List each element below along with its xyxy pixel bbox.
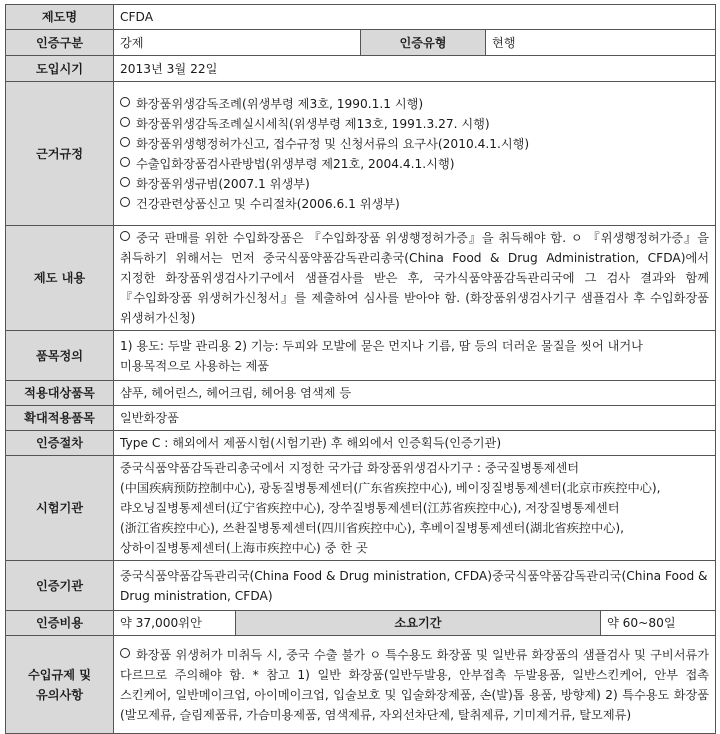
value-basis — [114, 82, 716, 226]
circle-bullet-icon — [120, 177, 130, 187]
circle-bullet-icon — [120, 137, 130, 147]
value-intro: 2013년 3월 22일 — [114, 56, 716, 82]
value-expanded: 일반화장품 — [114, 406, 716, 431]
label-cost: 인증비용 — [6, 611, 114, 636]
value-content — [114, 226, 716, 331]
value-name: CFDA — [114, 5, 716, 30]
row-basis — [6, 82, 716, 226]
basis-item: 화장품위생감독조례(위생부령 제3호, 1990.1.1 시행) — [120, 94, 709, 114]
label-import-reg: 수입규제 및 유의사항 — [6, 636, 114, 734]
circle-bullet-icon — [120, 97, 130, 107]
label-cert-body: 인증기관 — [6, 561, 114, 611]
basis-item: 건강관련상품신고 및 수리절차(2006.6.1 위생부) — [120, 194, 709, 214]
value-cost: 약 37,000위안 — [114, 611, 236, 636]
label-testing: 시험기관 — [6, 456, 114, 561]
content-text: 중국 판매를 위한 수입화장품은 『수입화장품 위생행정허가증』을 취득해야 함. ㅇ 『위생행정허가증』을 취득하기 위해서는 먼저 중국식품약품감독관리총국(China Food & Drug Administration, CFDA)에서 지정한 화장품위생검사기구에서 샘플검사를 받은 후, 국가식품약품감독관리국에 그 검사 결과와 함께 『수입화장품 위생허가신청서』를 제출하여 심사를 받아야 함. (화장품위생검사기구 샘플검사 후 수입화장품 위생허가신청) — [120, 231, 710, 325]
circle-bullet-icon — [120, 648, 130, 658]
value-testing: 중국식품약품감독관리총국에서 지정한 국가급 화장품위생검사기구 : 중국질병통제센터(中国疾病预防控制中心), 광동질병통제센터(广东省疾控中心), 베이징질병통제센터(北京市疾控中心), 랴오닝질병통제센터(辽宁省疾控中心), 장쑤질병통제센터(江苏省疾控中心), 저장질병통제센터(浙江省疾控中心), 쓰촨질병통제센터(四川省疾控中心), 후베이질병통제센터(湖北省疾控中心), 상하이질병통제센터(上海市疾控中心) 중 한 곳 — [114, 456, 716, 561]
label-applicable: 적용대상품목 — [6, 381, 114, 406]
value-cert-body: 중국식품약품감독관리국(China Food & Drug ministration, CFDA)중국식품약품감독관리국(China Food & Drug ministration, CFDA) — [114, 561, 716, 611]
row-cert-body — [6, 561, 716, 611]
label-name: 제도명 — [6, 5, 114, 30]
row-expanded — [6, 406, 716, 431]
basis-item: 화장품위생감독조례실시세칙(위생부령 제13호, 1991.3.27. 시행) — [120, 114, 709, 134]
circle-bullet-icon — [120, 157, 130, 167]
row-testing — [6, 456, 716, 561]
value-cert-class: 강제 — [114, 30, 361, 56]
label-procedure: 인증절차 — [6, 431, 114, 456]
cfda-spec-table — [5, 4, 716, 734]
value-cert-type: 현행 — [486, 30, 716, 56]
label-content: 제도 내용 — [6, 226, 114, 331]
row-procedure — [6, 431, 716, 456]
circle-bullet-icon — [120, 231, 130, 241]
basis-item: 수출입화장품검사관방법(위생부령 제21호, 2004.4.1.시행) — [120, 154, 709, 174]
circle-bullet-icon — [120, 117, 130, 127]
value-import-reg — [114, 636, 716, 734]
value-period: 약 60~80일 — [601, 611, 716, 636]
label-period: 소요기간 — [236, 611, 601, 636]
basis-item: 화장품위생규범(2007.1 위생부) — [120, 174, 709, 194]
label-cert-type: 인증유형 — [361, 30, 486, 56]
row-cert-class — [6, 30, 716, 56]
value-applicable: 샴푸, 헤어린스, 헤어크림, 헤어용 염색제 등 — [114, 381, 716, 406]
value-definition: 1) 용도: 두발 관리용 2) 기능: 두피와 모발에 묻은 먼지나 기름, 땀 등의 더러운 물질을 씻어 내거나 미용목적으로 사용하는 제품 — [114, 331, 716, 381]
circle-bullet-icon — [120, 197, 130, 207]
row-definition — [6, 331, 716, 381]
label-intro: 도입시기 — [6, 56, 114, 82]
row-intro — [6, 56, 716, 82]
row-content — [6, 226, 716, 331]
row-cost — [6, 611, 716, 636]
label-expanded: 확대적용품목 — [6, 406, 114, 431]
import-reg-text: 화장품 위생허가 미취득 시, 중국 수출 불가 ㅇ 특수용도 화장품 및 일반류 화장품의 샘플검사 및 구비서류가 다르므로 주의해야 함. * 참고 1) 일반 화장품(일반두발용, 안부접촉 두발용품, 일반스킨케어, 안부 접촉 스킨케어, 일반메이크업, 아이메이크업, 입술보호 및 입술화장제품, 손(발)톱 용품, 방향제) 2) 특수용도 화장품(발모제류, 슬림제품류, 가슴미용제품, 염색제류, 자외선차단제, 탈취제류, 기미제거류, 탈모제류) — [120, 647, 710, 722]
row-applicable — [6, 381, 716, 406]
label-definition: 품목정의 — [6, 331, 114, 381]
basis-item: 화장품위생행정허가신고, 접수규정 및 신청서류의 요구사(2010.4.1.시행) — [120, 134, 709, 154]
label-cert-class: 인증구분 — [6, 30, 114, 56]
row-import-reg — [6, 636, 716, 734]
row-name — [6, 5, 716, 30]
value-procedure: Type C : 해외에서 제품시험(시험기관) 후 해외에서 인증획득(인증기관) — [114, 431, 716, 456]
label-basis: 근거규정 — [6, 82, 114, 226]
